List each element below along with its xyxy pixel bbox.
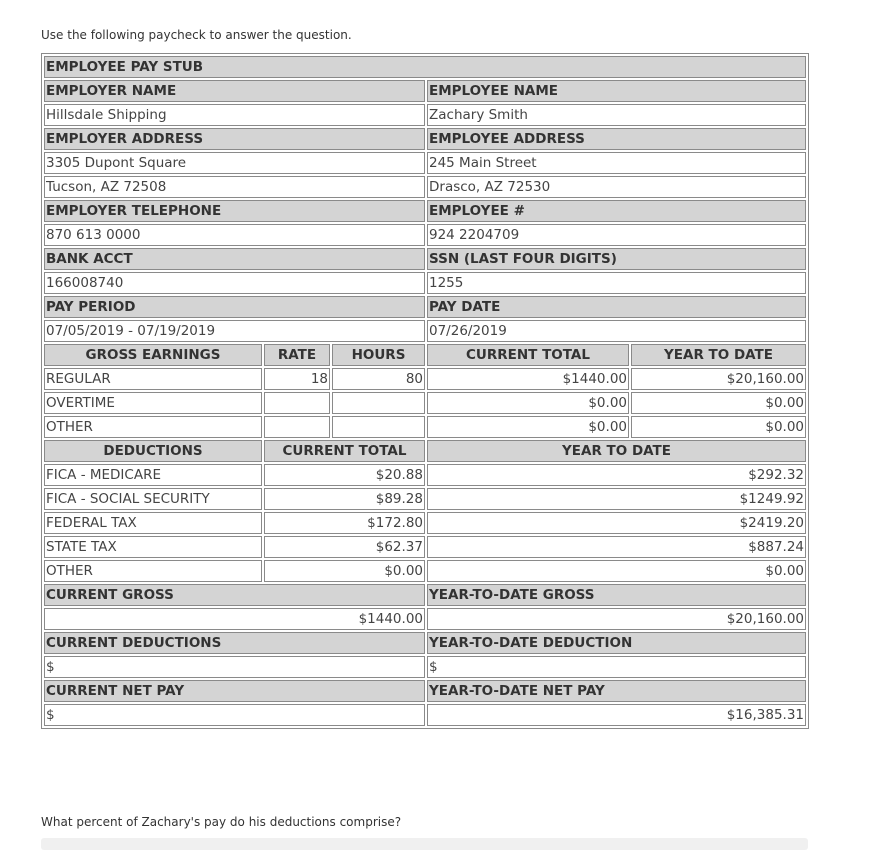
employer-name: Hillsdale Shipping: [44, 104, 425, 126]
employee-name: Zachary Smith: [427, 104, 806, 126]
ytd-gross: $20,160.00: [427, 608, 806, 630]
deduction-current: $89.28: [264, 488, 425, 510]
current-net-pay: $: [44, 704, 425, 726]
earnings-row: [44, 368, 806, 390]
employer-phone: 870 613 0000: [44, 224, 425, 246]
earnings-header-hours: HOURS: [332, 344, 425, 366]
deductions-header: DEDUCTIONS: [44, 440, 262, 462]
ssn-label: SSN (LAST FOUR DIGITS): [427, 248, 806, 270]
earnings-label: OTHER: [44, 416, 262, 438]
bank-acct-label: BANK ACCT: [44, 248, 425, 270]
deduction-label: STATE TAX: [44, 536, 262, 558]
deduction-ytd: $887.24: [427, 536, 806, 558]
pay-date-label: PAY DATE: [427, 296, 806, 318]
ytd-gross-label: YEAR-TO-DATE GROSS: [427, 584, 806, 606]
bank-acct: 166008740: [44, 272, 425, 294]
pay-stub-title: EMPLOYEE PAY STUB: [44, 56, 806, 78]
earnings-header-gross: GROSS EARNINGS: [44, 344, 262, 366]
deduction-label: FEDERAL TAX: [44, 512, 262, 534]
earnings-ytd: $20,160.00: [631, 368, 806, 390]
deduction-label: OTHER: [44, 560, 262, 582]
intro-text: Use the following paycheck to answer the question.: [41, 28, 352, 42]
employee-number-label: EMPLOYEE #: [427, 200, 806, 222]
earnings-label: REGULAR: [44, 368, 262, 390]
employer-name-label: EMPLOYER NAME: [44, 80, 425, 102]
employer-phone-label: EMPLOYER TELEPHONE: [44, 200, 425, 222]
earnings-ytd: $0.00: [631, 416, 806, 438]
employee-number: 924 2204709: [427, 224, 806, 246]
ssn: 1255: [427, 272, 806, 294]
deduction-ytd: $0.00: [427, 560, 806, 582]
ytd-net-pay: $16,385.31: [427, 704, 806, 726]
pay-date: 07/26/2019: [427, 320, 806, 342]
current-gross: $1440.00: [44, 608, 425, 630]
deduction-ytd: $292.32: [427, 464, 806, 486]
deduction-current: $0.00: [264, 560, 425, 582]
current-deductions-label: CURRENT DEDUCTIONS: [44, 632, 425, 654]
current-net-pay-label: CURRENT NET PAY: [44, 680, 425, 702]
answer-input[interactable]: [41, 838, 808, 850]
employee-name-label: EMPLOYEE NAME: [427, 80, 806, 102]
pay-period: 07/05/2019 - 07/19/2019: [44, 320, 425, 342]
earnings-rate: 18: [264, 368, 330, 390]
ytd-deduction: $: [427, 656, 806, 678]
earnings-rate: [264, 416, 330, 438]
deductions-header-current: CURRENT TOTAL: [264, 440, 425, 462]
earnings-header-rate: RATE: [264, 344, 330, 366]
employee-address-label: EMPLOYEE ADDRESS: [427, 128, 806, 150]
current-gross-label: CURRENT GROSS: [44, 584, 425, 606]
earnings-hours: [332, 416, 425, 438]
current-deductions: $: [44, 656, 425, 678]
earnings-current: $1440.00: [427, 368, 629, 390]
employer-address-line1: 3305 Dupont Square: [44, 152, 425, 174]
earnings-row: [44, 392, 806, 414]
deduction-label: FICA - SOCIAL SECURITY: [44, 488, 262, 510]
deduction-current: $172.80: [264, 512, 425, 534]
earnings-header-current: CURRENT TOTAL: [427, 344, 629, 366]
earnings-current: $0.00: [427, 392, 629, 414]
earnings-label: OVERTIME: [44, 392, 262, 414]
employee-address-line2: Drasco, AZ 72530: [427, 176, 806, 198]
deduction-row: [44, 560, 806, 582]
employee-address-line1: 245 Main Street: [427, 152, 806, 174]
ytd-deduction-label: YEAR-TO-DATE DEDUCTION: [427, 632, 806, 654]
ytd-net-pay-label: YEAR-TO-DATE NET PAY: [427, 680, 806, 702]
earnings-hours: [332, 392, 425, 414]
deduction-current: $62.37: [264, 536, 425, 558]
earnings-header-ytd: YEAR TO DATE: [631, 344, 806, 366]
deduction-label: FICA - MEDICARE: [44, 464, 262, 486]
earnings-current: $0.00: [427, 416, 629, 438]
pay-period-label: PAY PERIOD: [44, 296, 425, 318]
deduction-ytd: $2419.20: [427, 512, 806, 534]
employer-address-label: EMPLOYER ADDRESS: [44, 128, 425, 150]
deduction-ytd: $1249.92: [427, 488, 806, 510]
deduction-current: $20.88: [264, 464, 425, 486]
deductions-header-ytd: YEAR TO DATE: [427, 440, 806, 462]
deduction-row: [44, 488, 806, 510]
earnings-row: [44, 416, 806, 438]
earnings-ytd: $0.00: [631, 392, 806, 414]
deduction-row: [44, 464, 806, 486]
employer-address-line2: Tucson, AZ 72508: [44, 176, 425, 198]
deduction-row: [44, 536, 806, 558]
pay-stub-table: [41, 53, 809, 729]
deduction-row: [44, 512, 806, 534]
question-text: What percent of Zachary's pay do his deductions comprise?: [41, 815, 402, 829]
earnings-hours: 80: [332, 368, 425, 390]
earnings-rate: [264, 392, 330, 414]
